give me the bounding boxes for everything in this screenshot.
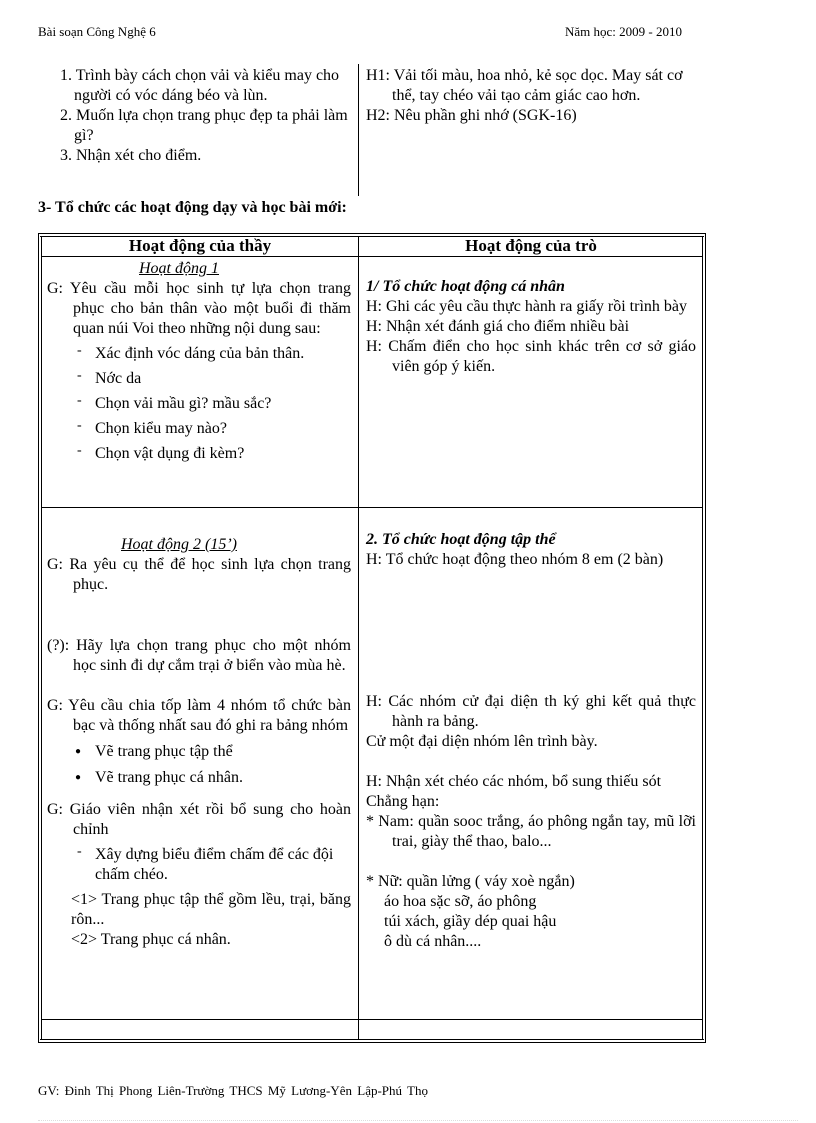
review-question: 3. Nhận xét cho điểm. bbox=[60, 147, 202, 164]
review-questions bbox=[48, 66, 348, 166]
review-section bbox=[38, 64, 706, 196]
review-answer: H1: Vải tối màu, hoa nhỏ, kẻ sọc dọc. May sát cơ thể, tay chéo vải tạo cảm giác cao hơn. bbox=[366, 67, 683, 104]
activity1-teacher-cell bbox=[47, 259, 351, 469]
activity1-item: - Chọn vật dụng đi kèm? bbox=[47, 444, 351, 464]
review-answers bbox=[366, 66, 706, 126]
activity2-student-nu: ô dù cá nhân.... bbox=[384, 933, 482, 950]
activity2-student-l3: Cử một đại diện nhóm lên trình bày. bbox=[366, 733, 598, 750]
activity1-item: - Chọn kiểu may nào? bbox=[47, 419, 351, 439]
activity2-student-l2: H: Các nhóm cử đại diện th ký ghi kết quả thực hành ra bảng. bbox=[366, 693, 696, 730]
activity2-student-title: 2. Tổ chức hoạt động tập thể bbox=[366, 531, 556, 548]
header-right: Năm học: 2009 - 2010 bbox=[565, 24, 682, 39]
activity2-bullet: ● Vẽ trang phục cá nhân. bbox=[47, 768, 351, 788]
activity2-sub: <2> Trang phục cá nhân. bbox=[71, 931, 231, 948]
activity2-teacher-p4: G: Giáo viên nhận xét rồi bổ sung cho hoàn chỉnh bbox=[47, 801, 351, 838]
activity2-student-cell bbox=[366, 530, 696, 952]
activity1-student-line: H: Chấm điển cho học sinh khác trên cơ sở giáo viên góp ý kiến. bbox=[366, 338, 696, 375]
activity2-student-l1: H: Tổ chức hoạt động theo nhóm 8 em (2 bàn) bbox=[366, 551, 664, 568]
activity2-dash: - Xây dựng biểu điểm chấm để các đội chấm chéo. bbox=[47, 845, 351, 885]
activity2-student-nu: túi xách, giầy dép quai hậu bbox=[384, 913, 557, 930]
activity2-title: Hoạt động 2 (15’) bbox=[121, 536, 237, 553]
activity1-student-cell bbox=[366, 277, 696, 377]
header-left: Bài soạn Công Nghệ 6 bbox=[38, 24, 156, 39]
activity1-item: - Xác định vóc dáng của bản thân. bbox=[47, 344, 351, 364]
activity2-teacher-p2: (?): Hãy lựa chọn trang phục cho một nhóm học sinh đi dự cắm trại ở biển vào mùa hè. bbox=[47, 637, 351, 674]
activity1-item: - Nớc da bbox=[47, 369, 351, 389]
activity1-item: - Chọn vải mầu gì? mầu sắc? bbox=[47, 394, 351, 414]
footer-dotted-line bbox=[38, 1120, 798, 1121]
column-header-teacher: Hoạt động của thầy bbox=[128, 236, 272, 255]
activity2-teacher-cell bbox=[47, 535, 351, 950]
review-question: 1. Trình bày cách chọn vải và kiểu may cho người có vóc dáng béo và lùn. bbox=[60, 67, 340, 104]
footer: GV: Đinh Thị Phong Liên-Trường THCS Mỹ Lương-Yên Lập-Phú Thọ bbox=[38, 1083, 428, 1098]
activity2-sub: <1> Trang phục tập thể gồm lều, trại, băng rôn... bbox=[71, 891, 351, 928]
activity2-student-l6: * Nam: quần sooc trắng, áo phông ngắn tay, mũ lỡi trai, giày thể thao, balo... bbox=[366, 813, 696, 850]
review-question: 2. Muốn lựa chọn trang phục đẹp ta phải làm gì? bbox=[60, 107, 348, 144]
activity1-student-line: H: Ghi các yêu cầu thực hành ra giấy rồi trình bày bbox=[366, 298, 687, 315]
activity2-student-l5: Chẳng hạn: bbox=[366, 793, 440, 810]
activity2-teacher-p1: G: Ra yêu cụ thể để học sinh lựa chọn trang phục. bbox=[47, 556, 351, 593]
review-answer: H2: Nêu phần ghi nhớ (SGK-16) bbox=[366, 107, 577, 124]
activity1-student-line: H: Nhận xét đánh giá cho điểm nhiều bài bbox=[366, 318, 630, 335]
activity1-student-title: 1/ Tổ chức hoạt động cá nhân bbox=[366, 278, 565, 295]
activity1-teacher-intro: G: Yêu cầu mỗi học sinh tự lựa chọn trang phục cho bản thân vào một buổi đi thăm quan núi Voi theo những nội dung sau: bbox=[47, 280, 351, 337]
activity2-student-l4: H: Nhận xét chéo các nhóm, bổ sung thiếu sót bbox=[366, 773, 662, 790]
column-header-student: Hoạt động của trò bbox=[465, 236, 597, 255]
activity2-student-l7: * Nữ: quần lửng ( váy xoè ngắn) bbox=[366, 873, 575, 890]
activity2-teacher-p3: G: Yêu cầu chia tốp làm 4 nhóm tổ chức bàn bạc và thống nhất sau đó ghi ra bảng nhóm bbox=[47, 697, 351, 734]
section-title: 3- Tổ chức các hoạt động dạy và học bài mới: bbox=[38, 199, 347, 216]
activity2-student-nu: áo hoa sặc sỡ, áo phông bbox=[384, 893, 537, 910]
review-divider bbox=[358, 64, 359, 196]
activity1-title: Hoạt động 1 bbox=[139, 260, 219, 277]
activity2-bullet: ● Vẽ trang phục tập thể bbox=[47, 742, 351, 762]
